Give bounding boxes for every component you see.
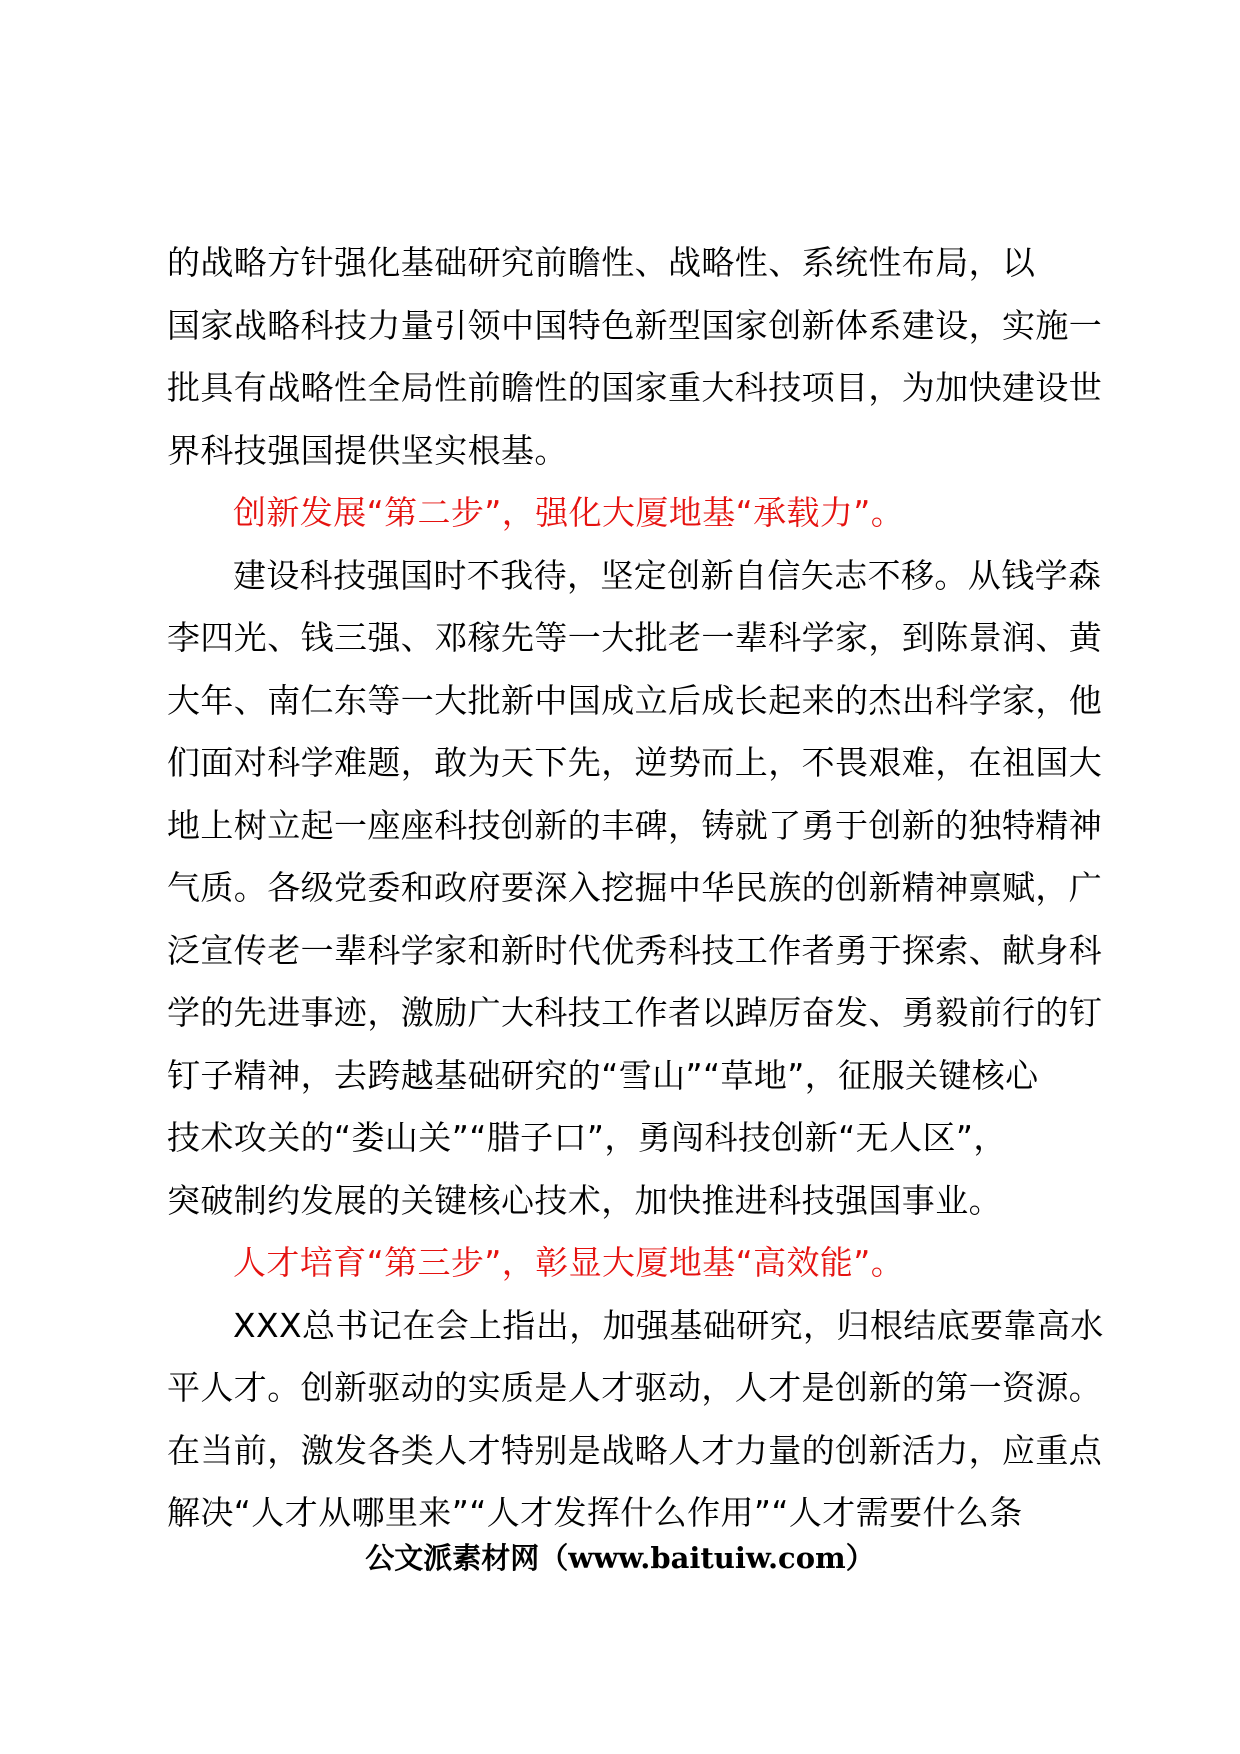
paragraph-line: 地上树立起一座座科技创新的丰碑，铸就了勇于创新的独特精神 (167, 805, 1103, 845)
paragraph-line: 气质。各级党委和政府要深入挖掘中华民族的创新精神禀赋，广 (167, 868, 1103, 907)
paragraph-line: 泛宣传老一辈科学家和新时代优秀科技工作者勇于探索、献身科 (167, 930, 1103, 970)
document-body (167, 232, 1104, 1545)
paragraph-line: 技术攻关的“娄山关”“腊子口”，勇闯科技创新“无人区”， (167, 1118, 1007, 1157)
paragraph-line: 批具有战略性全局性前瞻性的国家重大科技项目，为加快建设世 (167, 368, 1103, 407)
paragraph-line: 突破制约发展的关键核心技术，加快推进科技强国事业。 (167, 1180, 1002, 1220)
paragraph-line: 界科技强国提供坚实根基。 (167, 430, 568, 470)
section-heading: 人才培育“第三步”，彰显大厦地基“高效能”。 (233, 1243, 905, 1282)
paragraph-line: 国家战略科技力量引领中国特色新型国家创新体系建设，实施一 (167, 305, 1103, 345)
paragraph-line: XXX总书记在会上指出，加强基础研究，归根结底要靠高水 (233, 1305, 1104, 1345)
paragraph-line: 钉子精神，去跨越基础研究的“雪山”“草地”，征服关键核心 (167, 1055, 1039, 1095)
paragraph-line: 在当前，激发各类人才特别是战略人才力量的创新活力，应重点 (167, 1430, 1103, 1470)
paragraph-line: 们面对科学难题，敢为天下先，逆势而上，不畏艰难，在祖国大 (167, 743, 1103, 782)
paragraph-line: 的战略方针强化基础研究前瞻性、战略性、系统性布局，以 (167, 243, 1036, 282)
paragraph-line: 平人才。创新驱动的实质是人才驱动，人才是创新的第一资源。 (167, 1368, 1103, 1407)
paragraph-line: 李四光、钱三强、邓稼先等一大批老一辈科学家，到陈景润、黄 (167, 618, 1103, 657)
paragraph-line: 建设科技强国时不我待，坚定创新自信矢志不移。从钱学森 (233, 555, 1102, 595)
footer-watermark: 公文派素材网（www.baituiw.com） (365, 1541, 875, 1575)
section-heading: 创新发展“第二步”，强化大厦地基“承载力”。 (233, 493, 905, 532)
paragraph-line: 大年、南仁东等一大批新中国成立后成长起来的杰出科学家，他 (167, 680, 1103, 720)
paragraph-line: 解决“人才从哪里来”“人才发挥什么作用”“人才需要什么条 (167, 1493, 1023, 1532)
paragraph-line: 学的先进事迹，激励广大科技工作者以踔厉奋发、勇毅前行的钉 (167, 993, 1103, 1032)
